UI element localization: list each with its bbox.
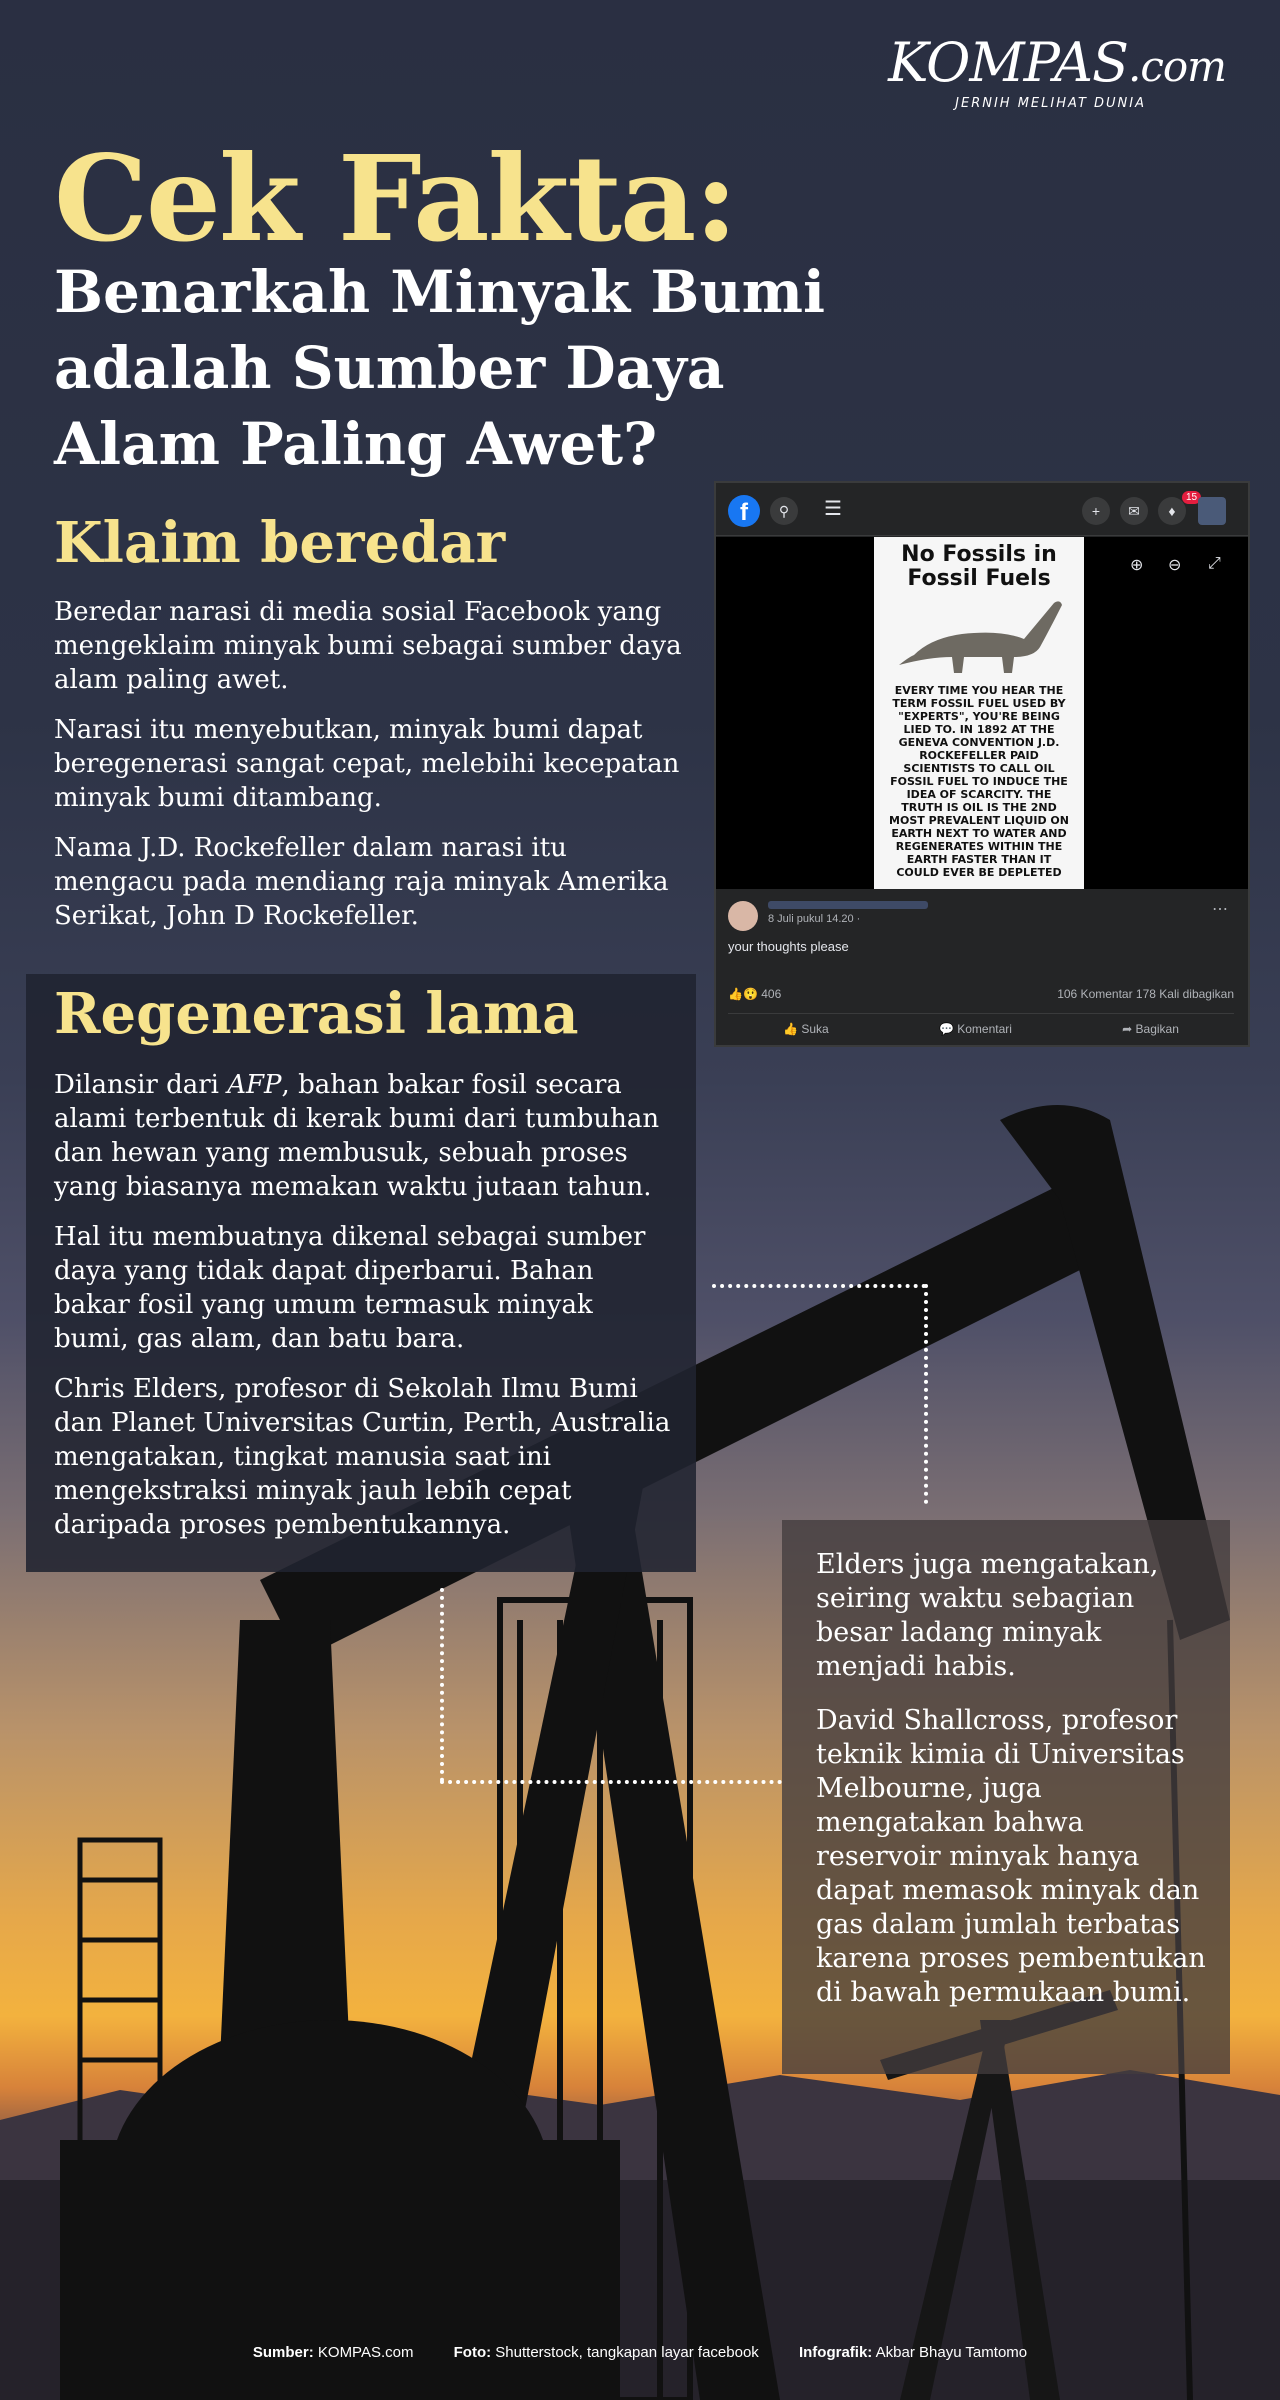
- regenerasi-p1-source: AFP: [227, 1070, 282, 1100]
- avatar: [1198, 497, 1226, 525]
- regenerasi-paragraph: Hal itu membuatnya dikenal sebagai sumber daya yang tidak dapat diperbarui. Bahan bakar fosil yang umum termasuk minyak bumi, gas alam, dan batu bara.: [54, 1222, 646, 1354]
- fullscreen-icon: ⤢: [1208, 555, 1221, 572]
- klaim-paragraph: Narasi itu menyebutkan, minyak bumi dapat beregenerasi sangat cepat, melebihi kecepatan minyak bumi ditambang.: [54, 715, 680, 813]
- more-options-icon: ⋯: [1212, 901, 1228, 918]
- like-action: [783, 1022, 829, 1036]
- credit-source: [253, 2344, 414, 2361]
- credit-photo-value: Shutterstock, tangkapan layar facebook: [495, 2344, 759, 2361]
- credit-infographic-label: Infografik:: [798, 2344, 873, 2361]
- reaction-emoji-icon: 👍😲: [728, 987, 762, 1001]
- logo-name: KOMPAS: [888, 31, 1128, 94]
- redacted-name: [768, 901, 928, 909]
- share-label: Bagikan: [1135, 1022, 1179, 1036]
- klaim-title: Klaim beredar: [54, 510, 506, 576]
- facebook-topbar: [716, 483, 1248, 536]
- poster-image: [874, 537, 1084, 889]
- post-media: [716, 537, 1248, 889]
- zoom-in-icon: ⊕: [1130, 557, 1144, 574]
- section-elders: [816, 1548, 1216, 2030]
- credits-bar: [0, 2344, 1280, 2361]
- reaction-count: [728, 987, 781, 1001]
- like-icon: 👍: [783, 1022, 802, 1036]
- messenger-icon: ✉: [1120, 497, 1148, 525]
- connector-line-bottom: [440, 1780, 782, 1784]
- poster-avatar: [728, 901, 758, 931]
- comment-action: [939, 1022, 1012, 1036]
- section-regenerasi: [54, 981, 674, 1558]
- klaim-paragraph: Beredar narasi di media sosial Facebook yang mengeklaim minyak bumi sebagai sumber daya alam paling awet.: [54, 597, 682, 695]
- credit-infographic-value: Akbar Bhayu Tamtomo: [875, 2344, 1028, 2361]
- notification-badge: 15: [1182, 491, 1201, 504]
- elders-paragraph: David Shallcross, profesor teknik kimia di Universitas Melbourne, juga mengatakan bahwa reservoir minyak hanya dapat memasok minyak dan gas dalam jumlah terbatas karena proses pembentukan di bawah permukaan bumi.: [816, 1705, 1206, 2008]
- comment-share-stats: 106 Komentar 178 Kali dibagikan: [1057, 987, 1234, 1001]
- regenerasi-p1-prefix: Dilansir dari: [54, 1070, 228, 1100]
- klaim-paragraph: Nama J.D. Rockefeller dalam narasi itu mengacu pada mendiang raja minyak Amerika Serikat, John D Rockefeller.: [54, 833, 669, 931]
- regenerasi-title: Regenerasi lama: [54, 981, 579, 1047]
- section-klaim: [54, 510, 694, 949]
- headline-label: Cek Fakta:: [54, 129, 736, 268]
- kompas-logo: [888, 31, 1226, 111]
- connector-line-left: [440, 1588, 444, 1782]
- poster-text: EVERY TIME YOU HEAR THE TERM FOSSIL FUEL USED BY "EXPERTS", YOU'RE BEING LIED TO. IN 1892 AT THE GENEVA CONVENTION J.D. ROCKEFELLER PAID SCIENTISTS TO CALL OIL FOSSIL FUEL TO INDUCE THE IDEA OF SCARCITY. THE TRUTH IS OIL IS THE 2ND MOST PREVALENT LIQUID ON EARTH NEXT TO WATER AND REGENERATES WITHIN THE EARTH FASTER THAN IT COULD EVER BE DEPLETED: [889, 684, 1069, 879]
- post-actions: [728, 1013, 1234, 1036]
- dinosaur-image: [894, 595, 1064, 675]
- credit-infographic: [799, 2344, 1027, 2361]
- connector-line-right: [924, 1284, 928, 1504]
- regenerasi-paragraph: Chris Elders, profesor di Sekolah Ilmu Bumi dan Planet Universitas Curtin, Perth, Australia mengatakan, tingkat manusia saat ini mengekstraksi minyak jauh lebih cepat daripada proses pembentukannya.: [54, 1374, 671, 1540]
- credit-source-value: KOMPAS.com: [317, 2344, 414, 2361]
- facebook-logo-icon: f: [728, 495, 760, 527]
- regenerasi-p1-rest: , bahan bakar fosil secara alami terbentuk di kerak bumi dari tumbuhan dan hewan yang membusuk, sebuah proses yang biasanya memakan waktu jutaan tahun.: [54, 1070, 660, 1202]
- connector-line-top: [712, 1284, 926, 1288]
- regenerasi-paragraph: [54, 1068, 674, 1204]
- comment-icon: 💬: [938, 1022, 958, 1036]
- like-label: Suka: [801, 1022, 829, 1036]
- search-icon: ⚲: [770, 497, 798, 525]
- headline-title: Benarkah Minyak Bumi adalah Sumber Daya Alam Paling Awet?: [54, 258, 826, 478]
- share-action: [1122, 1022, 1179, 1036]
- bell-icon: ♦: [1158, 497, 1186, 525]
- post-time: 8 Juli pukul 14.20 ·: [768, 913, 861, 925]
- credit-source-label: Sumber:: [252, 2344, 314, 2361]
- reaction-count-value: 406: [761, 987, 782, 1001]
- poster-title: No Fossils in Fossil Fuels: [901, 542, 1057, 591]
- credit-photo: [454, 2344, 759, 2361]
- zoom-out-icon: ⊖: [1168, 557, 1182, 574]
- share-icon: ➦: [1122, 1022, 1136, 1036]
- post-caption: your thoughts please: [728, 939, 849, 954]
- comment-label: Komentari: [957, 1022, 1012, 1036]
- facebook-post-screenshot: [714, 481, 1250, 1047]
- credit-photo-label: Foto:: [453, 2344, 492, 2361]
- logo-suffix: .com: [1128, 42, 1226, 91]
- menu-icon: ☰: [824, 498, 842, 520]
- elders-paragraph: Elders juga mengatakan, seiring waktu sebagian besar ladang minyak menjadi habis.: [816, 1549, 1159, 1682]
- logo-tagline: JERNIH MELIHAT DUNIA: [955, 96, 1146, 111]
- plus-icon: +: [1082, 497, 1110, 525]
